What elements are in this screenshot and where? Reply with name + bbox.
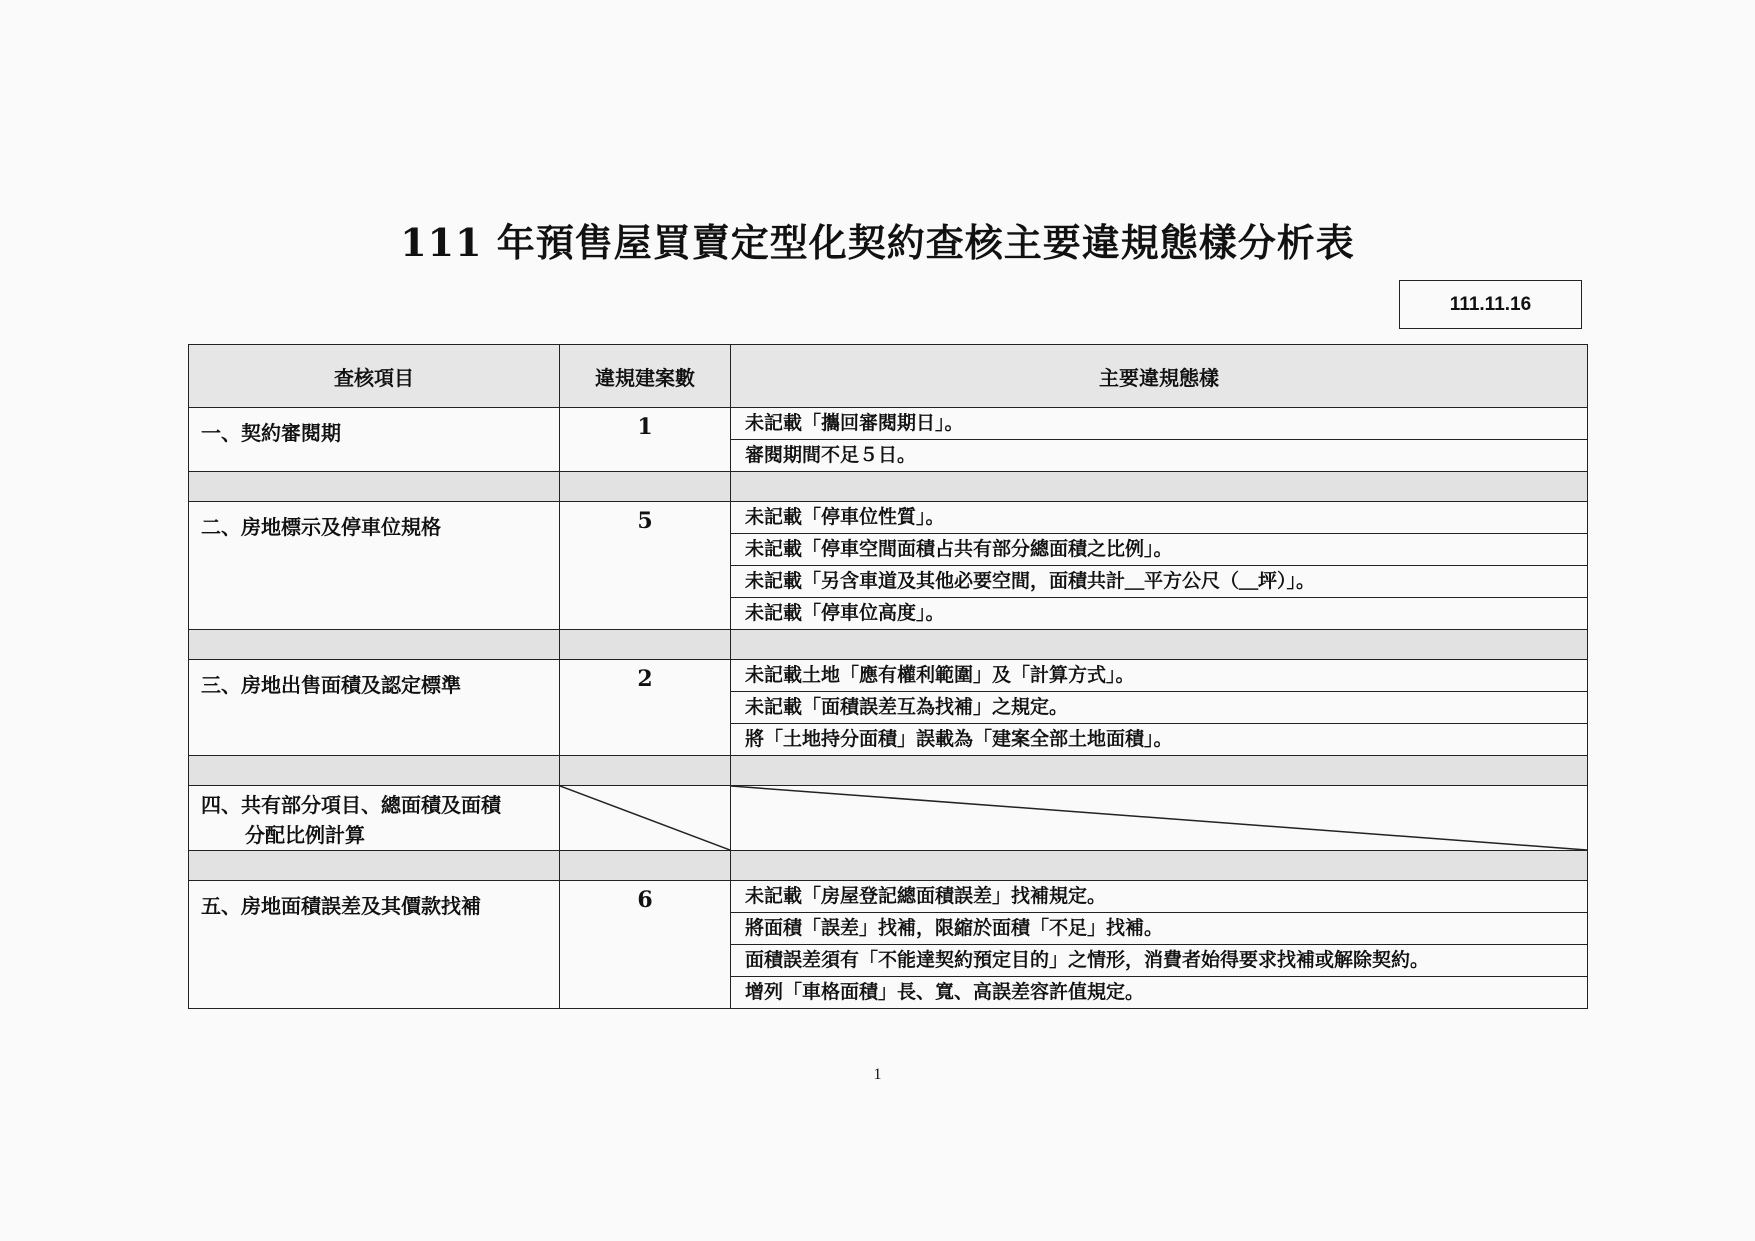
count-cell: 2 xyxy=(560,660,731,756)
header-item: 查核項目 xyxy=(189,345,560,408)
violation-item: 未記載「攜回審閱期日」。 xyxy=(731,408,1587,440)
table-header-row xyxy=(189,345,1588,408)
violations-cell xyxy=(731,502,1588,630)
table-row xyxy=(189,881,1588,1009)
item-cell xyxy=(189,786,560,851)
violation-item: 面積誤差須有「不能達契約預定目的」之情形，消費者始得要求找補或解除契約。 xyxy=(731,945,1587,977)
violations-cell-not-applicable xyxy=(731,786,1588,851)
item-label: 五、房地面積誤差及其價款找補 xyxy=(201,894,481,918)
violations-cell xyxy=(731,408,1588,472)
violation-item: 將面積「誤差」找補，限縮於面積「不足」找補。 xyxy=(731,913,1587,945)
violation-item: 未記載土地「應有權利範圍」及「計算方式」。 xyxy=(731,660,1587,692)
violation-item: 未記載「房屋登記總面積誤差」找補規定。 xyxy=(731,881,1587,913)
violation-item: 未記載「停車位高度」。 xyxy=(745,602,945,624)
separator-row xyxy=(189,472,1588,502)
separator-row xyxy=(189,756,1588,786)
item-label: 四、共有部分項目、總面積及面積 xyxy=(201,793,501,817)
item-label: 三、房地出售面積及認定標準 xyxy=(201,673,461,697)
diagonal-line xyxy=(560,786,730,850)
header-violations: 主要違規態樣 xyxy=(731,345,1588,408)
item-cell xyxy=(189,660,560,756)
table-row xyxy=(189,408,1588,472)
header-count: 違規建案數 xyxy=(560,345,731,408)
item-cell xyxy=(189,408,560,472)
violation-item: 將「土地持分面積」誤載為「建案全部土地面積」。 xyxy=(745,728,1173,750)
table-row xyxy=(189,502,1588,630)
page-title: 111 年預售屋買賣定型化契約查核主要違規態樣分析表 xyxy=(400,220,1355,265)
violation-item: 增列「車格面積」長、寬、高誤差容許值規定。 xyxy=(745,981,1145,1003)
violation-item: 審閱期間不足５日。 xyxy=(745,444,917,466)
violations-cell xyxy=(731,660,1588,756)
diagonal-line xyxy=(731,786,1587,850)
table-row xyxy=(189,786,1588,851)
date-box: 111.11.16 xyxy=(1399,280,1582,329)
analysis-table xyxy=(188,344,1588,1009)
separator-row xyxy=(189,851,1588,881)
separator-row xyxy=(189,630,1588,660)
violation-item: 未記載「面積誤差互為找補」之規定。 xyxy=(731,692,1587,724)
count-cell: 1 xyxy=(560,408,731,472)
item-label-continued: 分配比例計算 xyxy=(245,823,365,847)
count-cell-not-applicable xyxy=(560,786,731,851)
table-row xyxy=(189,660,1588,756)
count-cell: 6 xyxy=(560,881,731,1009)
page-number: 1 xyxy=(873,1066,882,1083)
item-label: 二、房地標示及停車位規格 xyxy=(201,515,441,539)
item-cell xyxy=(189,881,560,1009)
count-cell: 5 xyxy=(560,502,731,630)
violation-item: 未記載「停車空間面積占共有部分總面積之比例」。 xyxy=(731,534,1587,566)
violations-cell xyxy=(731,881,1588,1009)
item-cell xyxy=(189,502,560,630)
violation-item: 未記載「停車位性質」。 xyxy=(731,502,1587,534)
violation-item: 未記載「另含車道及其他必要空間，面積共計＿平方公尺（＿坪）」。 xyxy=(731,566,1587,598)
item-label: 一、契約審閱期 xyxy=(201,421,341,445)
